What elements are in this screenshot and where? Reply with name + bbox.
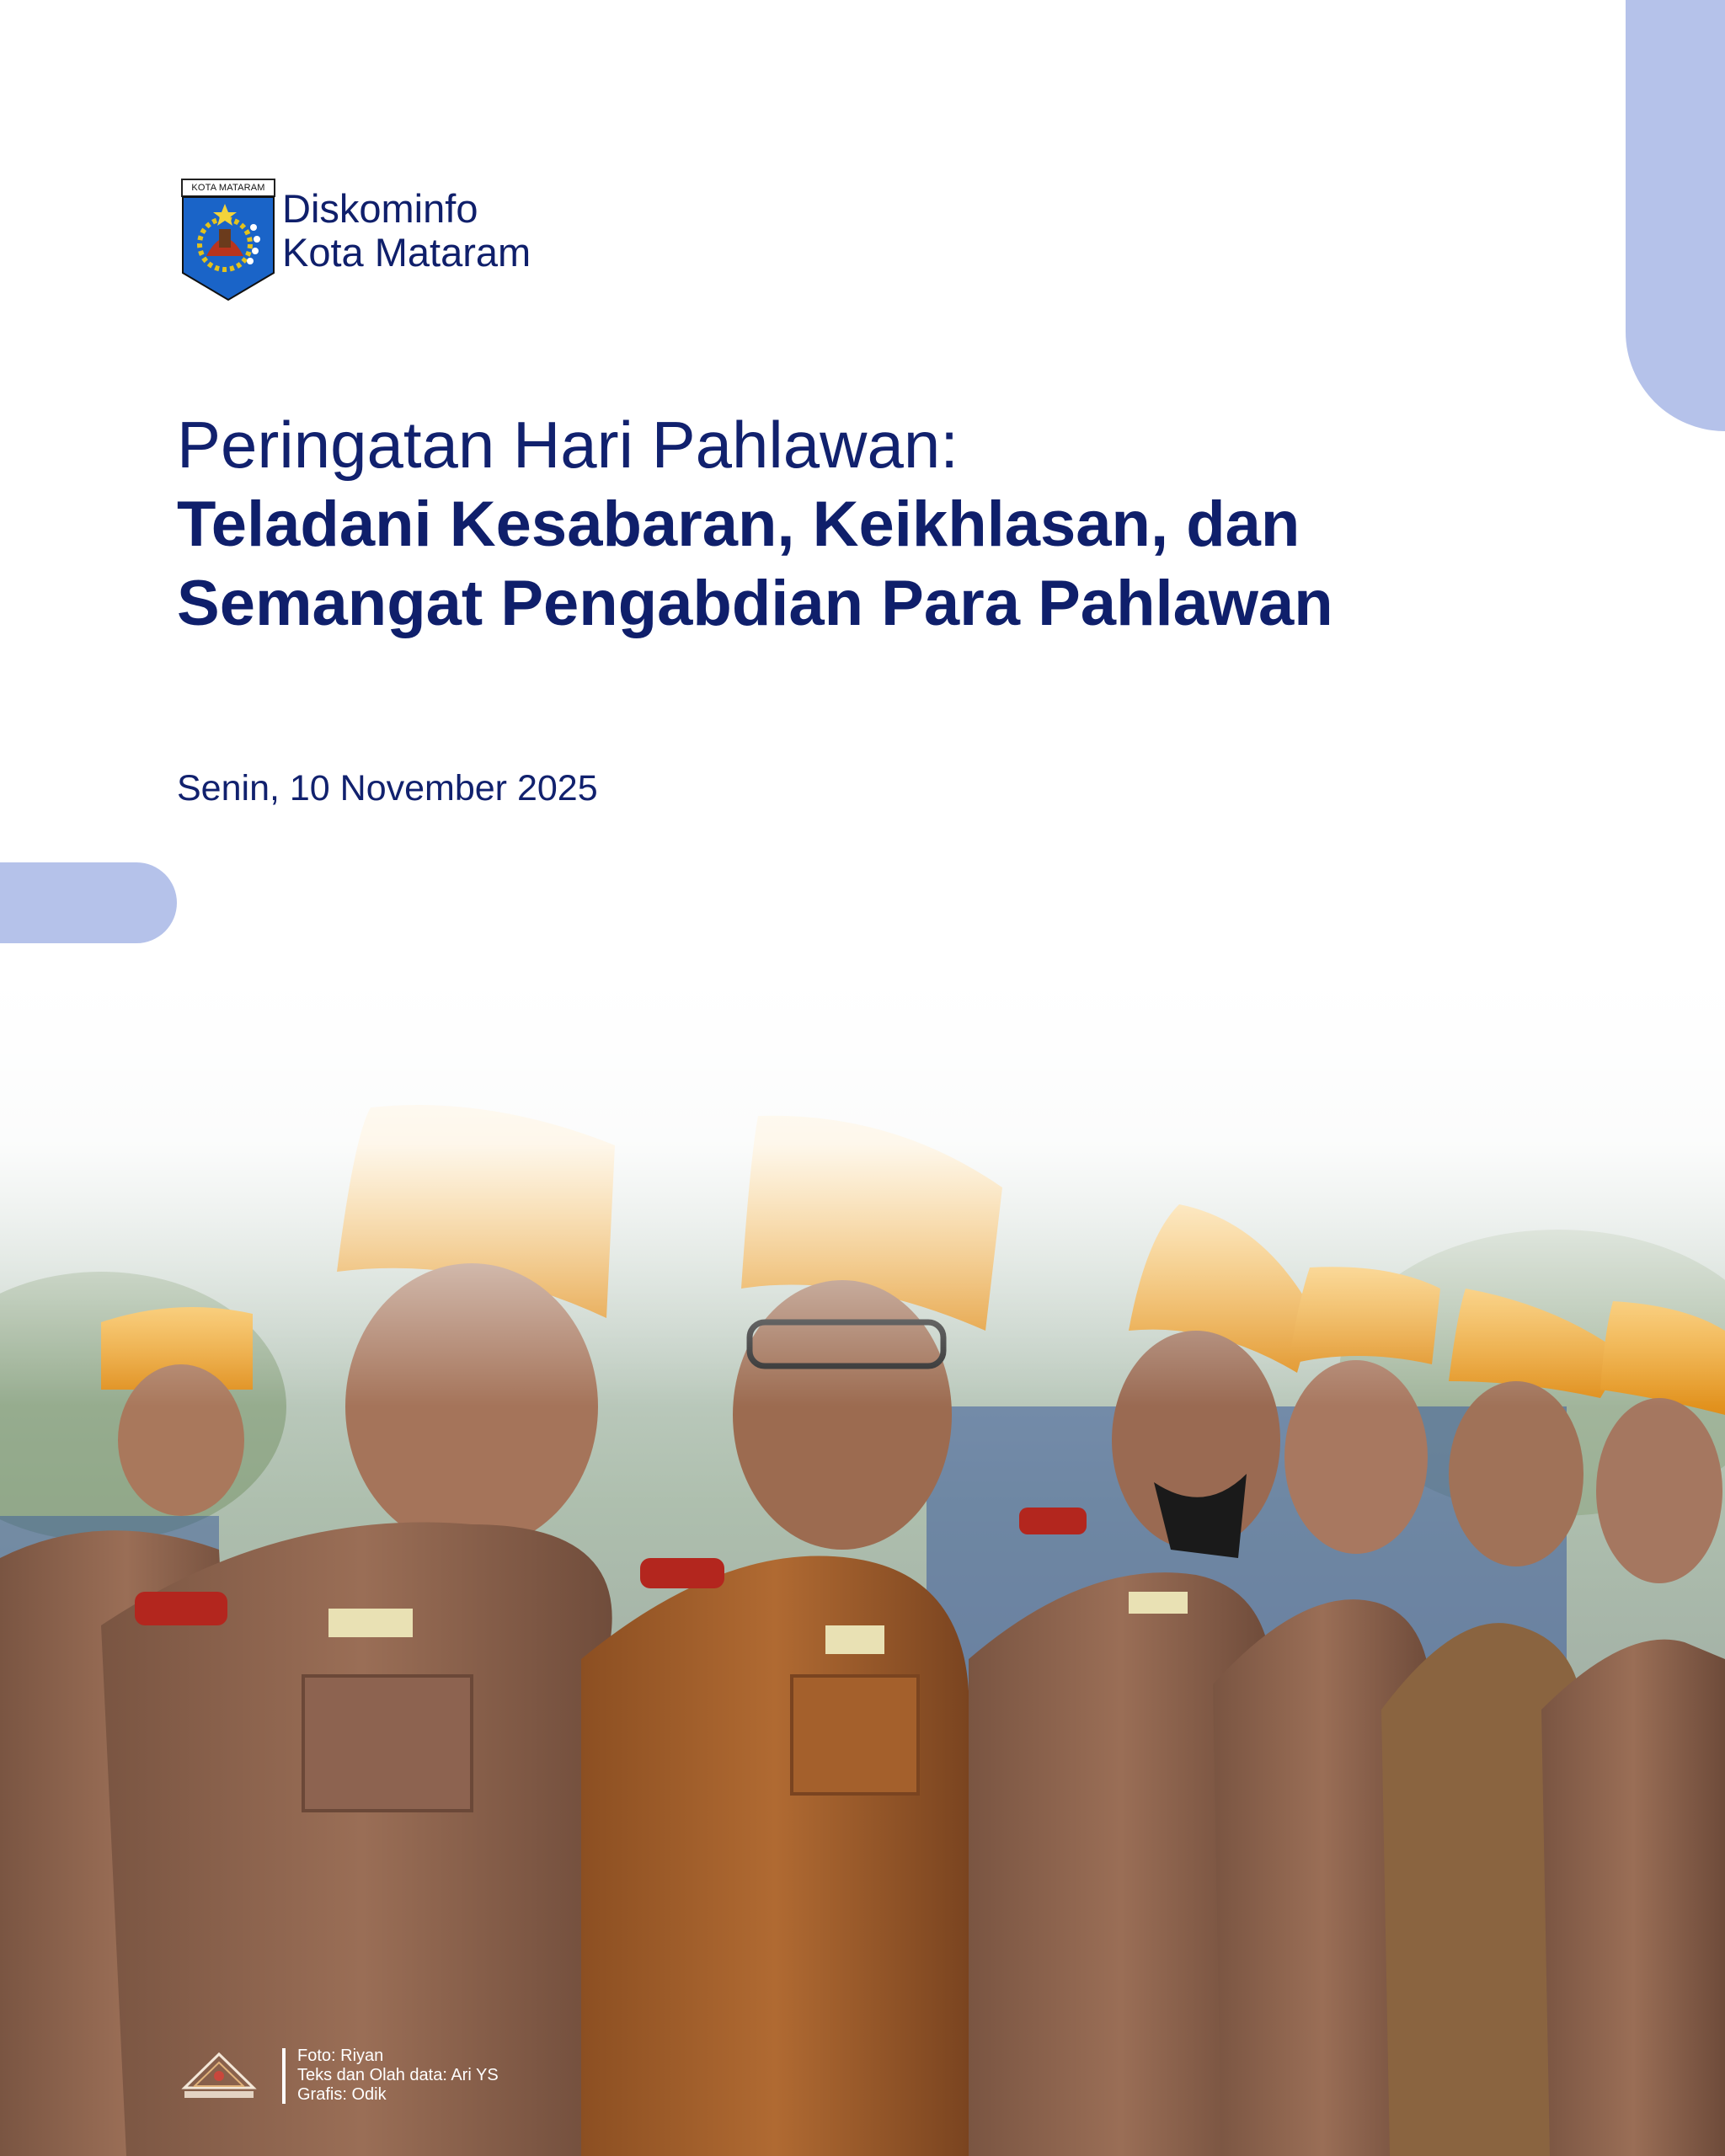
headline-line-2: Teladani Kesabaran, Keikhlasan, dan — [177, 488, 1300, 560]
credit-graphics: Grafis: Odik — [297, 2085, 387, 2104]
credit-text — [297, 2047, 499, 2105]
decorative-pill-shape — [0, 862, 177, 943]
header-logo — [181, 179, 531, 302]
headline — [177, 404, 1609, 643]
brand-line-2: Kota Mataram — [282, 230, 531, 275]
event-date: Senin, 10 November 2025 — [177, 768, 598, 808]
photo-top-fade — [0, 969, 1725, 1406]
brand-line-1: Diskominfo — [282, 186, 478, 231]
emblem-label: KOTA MATARAM — [191, 183, 265, 193]
veterans-photo — [0, 969, 1725, 2156]
decorative-corner-shape — [1626, 0, 1725, 431]
headline-line-1: Peringatan Hari Pahlawan: — [177, 408, 959, 482]
credit-photo: Foto: Riyan — [297, 2047, 384, 2065]
credit-text-data: Teks dan Olah data: Ari YS — [297, 2066, 499, 2084]
agency-logo-icon — [181, 2051, 257, 2101]
credit-divider — [282, 2048, 286, 2104]
city-emblem-icon — [181, 179, 275, 302]
emblem-shield-graphic — [181, 179, 275, 302]
brand-name — [282, 187, 531, 275]
photo-credits — [181, 2047, 499, 2105]
headline-line-3: Semangat Pengabdian Para Pahlawan — [177, 568, 1333, 639]
